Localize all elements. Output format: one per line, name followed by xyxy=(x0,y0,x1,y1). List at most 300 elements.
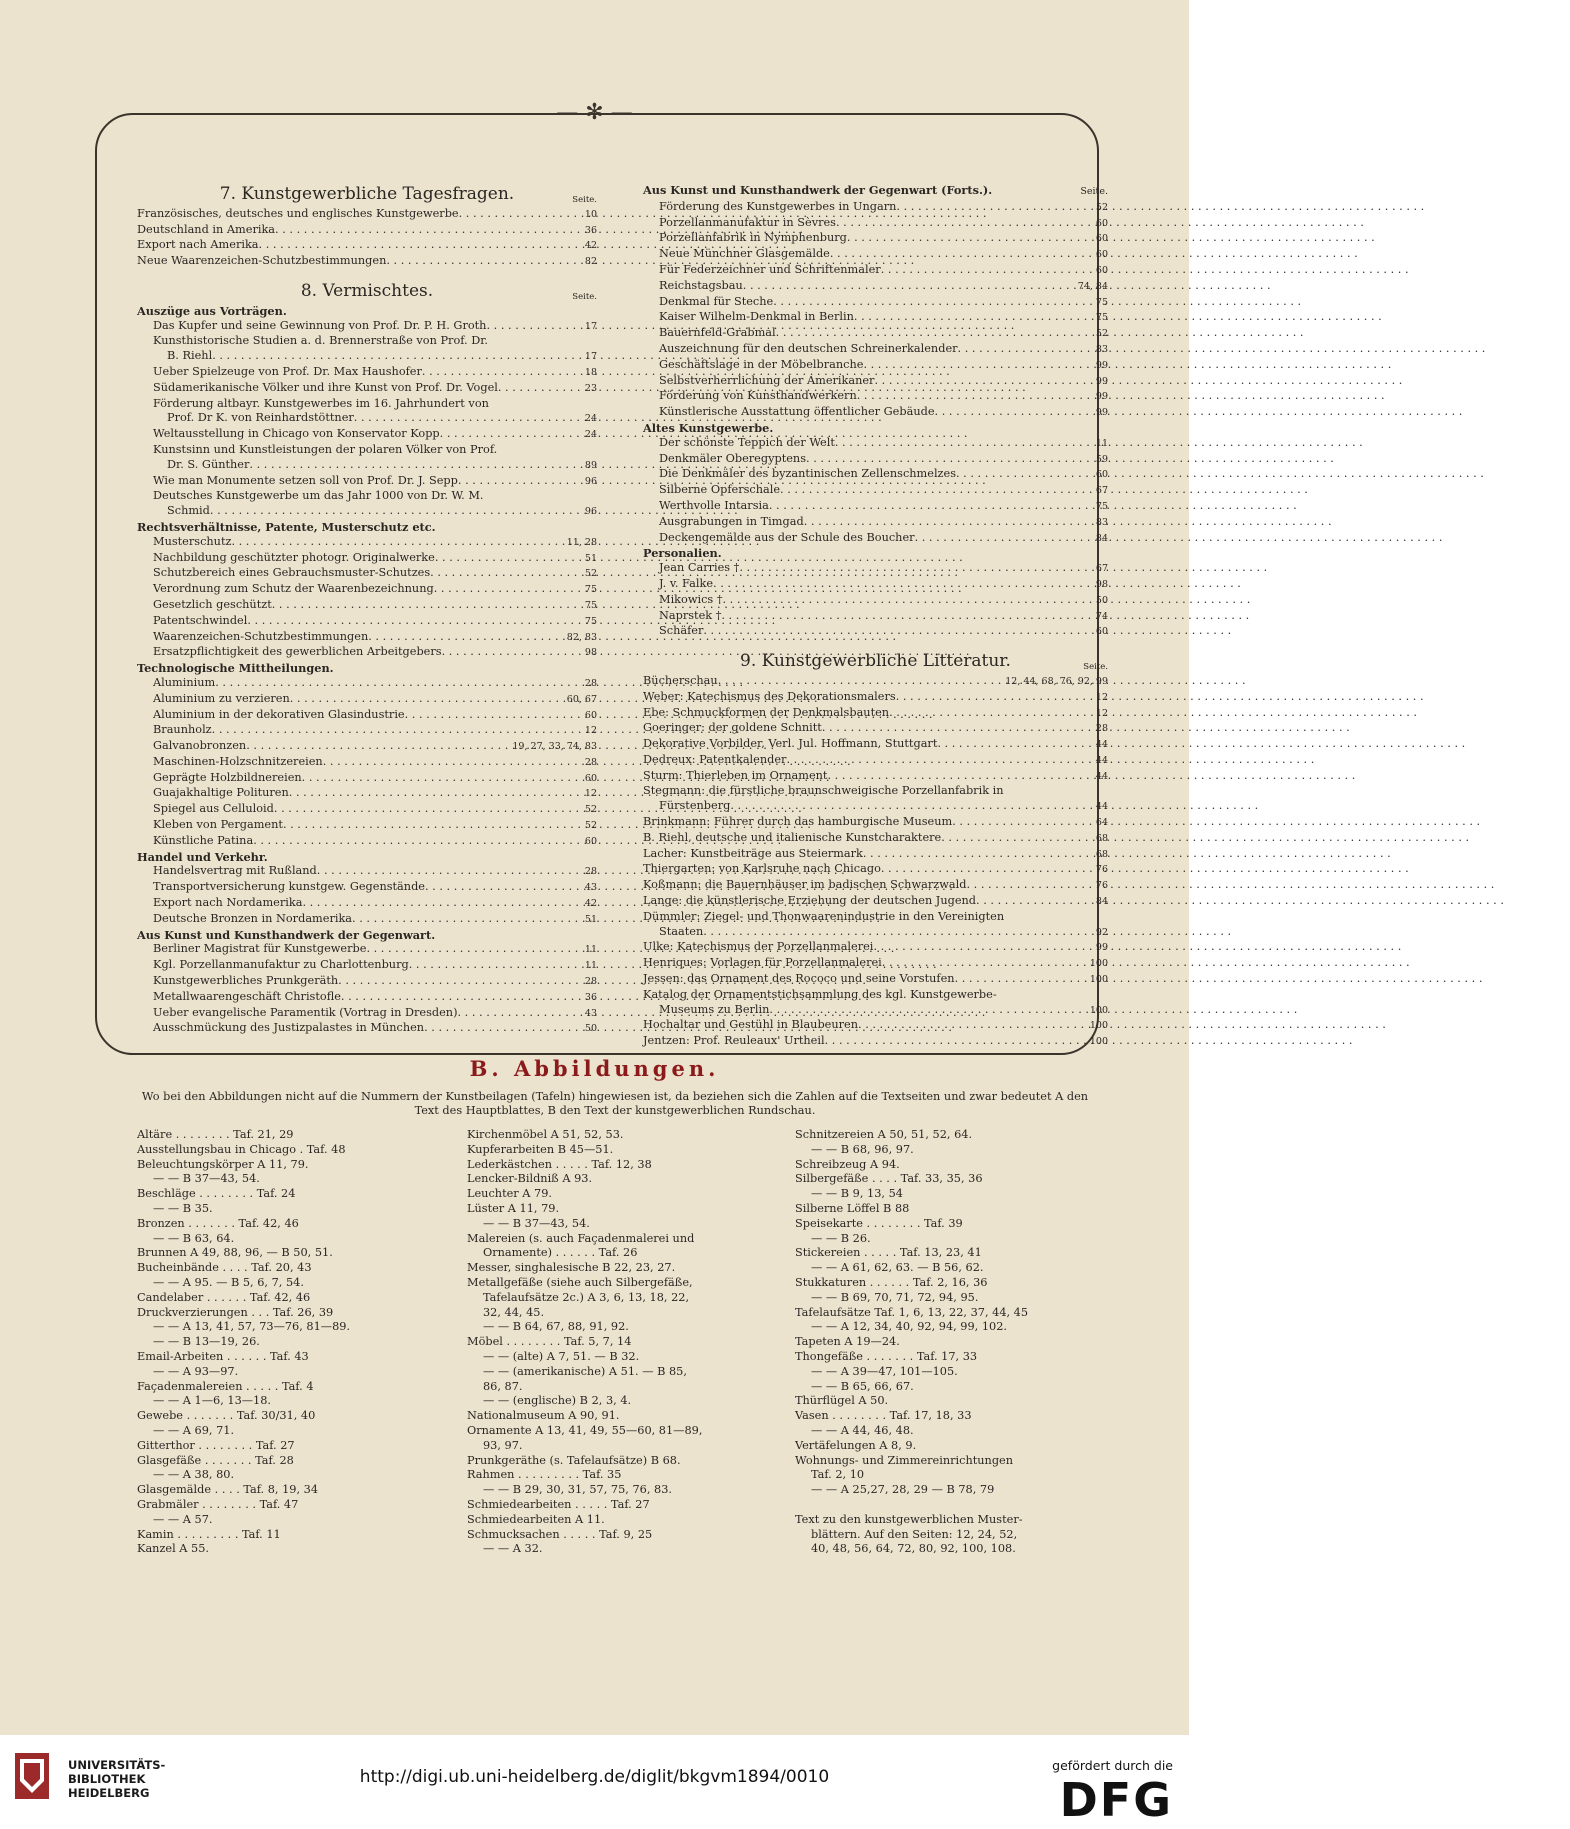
toc-entry xyxy=(137,692,597,708)
entry-title: Bauernfeld-Grabmal xyxy=(659,326,776,340)
toc-entry xyxy=(137,504,597,520)
toc-entry xyxy=(137,458,597,474)
page-numbers: 36 xyxy=(584,224,597,236)
entry-title: Handelsvertrag mit Rußland xyxy=(153,864,317,878)
entry-title: Metallwaarengeschäft Christofle xyxy=(153,989,341,1003)
dot-leader xyxy=(409,958,581,973)
page-numbers: 60 xyxy=(1095,217,1108,229)
toc-entry xyxy=(137,755,597,771)
index-entry: Thürflügel A 50. xyxy=(795,1394,889,1408)
entry-title: Jessen: das Ornament des Rococo und seine Vorstufen xyxy=(643,972,955,986)
index-entry: blättern. Auf den Seiten: 12, 24, 52, xyxy=(811,1527,1018,1541)
entry-title: Kunstsinn und Kunstleistungen der polaren Völker von Prof. xyxy=(153,442,498,456)
page-numbers: 60 xyxy=(584,709,597,721)
dot-leader xyxy=(434,582,581,597)
index-entry: Kamin . . . . . . . . . Taf. 11 xyxy=(137,1527,281,1541)
dot-leader xyxy=(435,551,581,566)
toc-entry xyxy=(137,365,597,381)
entry-title: Deutsche Bronzen in Nordamerika xyxy=(153,911,353,925)
index-entry: — — A 69, 71. xyxy=(153,1423,235,1437)
toc-entry xyxy=(643,279,1108,295)
entry-title: Deckengemälde aus der Schule des Boucher xyxy=(659,530,915,544)
entry-title: Geprägte Holzbildnereien xyxy=(153,770,302,784)
index-entry: — — A 93—97. xyxy=(153,1364,239,1378)
illustrations-column-3 xyxy=(795,1128,1095,1557)
toc-entry xyxy=(137,254,597,270)
entry-title: Waarenzeichen-Schutzbestimmungen xyxy=(153,629,369,643)
dot-leader xyxy=(283,818,581,833)
dot-leader xyxy=(730,799,1092,814)
page-numbers: 28 xyxy=(584,677,597,689)
page-numbers: 60 xyxy=(1095,249,1108,261)
index-entry: 32, 44, 45. xyxy=(483,1305,545,1319)
index-entry: Thongefäße . . . . . . . Taf. 17, 33 xyxy=(795,1349,978,1363)
index-entry: Glasgemälde . . . . Taf. 8, 19, 34 xyxy=(137,1483,319,1497)
toc-entry xyxy=(137,238,597,254)
toc-entry xyxy=(137,802,597,818)
dot-leader xyxy=(422,365,581,380)
page-numbers: 43 xyxy=(584,1007,597,1019)
page-numbers: 100 xyxy=(1089,1004,1108,1016)
index-entry: Wohnungs- und Zimmereinrichtungen xyxy=(795,1453,1014,1467)
index-entry: Silberne Löffel B 88 xyxy=(795,1201,910,1215)
toc-entry xyxy=(643,862,1108,878)
toc-entry xyxy=(643,769,1108,785)
dot-leader xyxy=(703,624,1092,639)
index-entry: Prunkgeräthe (s. Tafelaufsätze) B 68. xyxy=(467,1453,681,1467)
dot-leader xyxy=(952,815,1092,830)
page-numbers: 99 xyxy=(1095,942,1108,954)
toc-entry xyxy=(643,609,1108,625)
page-numbers: 44 xyxy=(1095,801,1108,813)
page-numbers: 24 xyxy=(584,413,597,425)
toc-entry xyxy=(643,1003,1108,1019)
toc-entry xyxy=(137,834,597,850)
page-numbers: 83 xyxy=(1095,516,1108,528)
dot-leader xyxy=(858,1018,1086,1033)
index-entry: Email-Arbeiten . . . . . . Taf. 43 xyxy=(137,1349,309,1363)
entry-title: Gesetzlich geschützt xyxy=(153,597,272,611)
entry-title: Spiegel aus Celluloid xyxy=(153,802,274,816)
section-heading xyxy=(643,651,1108,673)
section-heading xyxy=(137,184,597,205)
index-entry: 93, 97. xyxy=(483,1438,523,1452)
entry-title: Dedreux: Patentkalender xyxy=(643,752,787,766)
entry-title: Naprstek † xyxy=(659,608,722,622)
page-numbers: 75 xyxy=(1095,296,1108,308)
index-entry: — — B 64, 67, 88, 91, 92. xyxy=(483,1320,629,1334)
index-entry: Stukkaturen . . . . . . Taf. 2, 16, 36 xyxy=(795,1275,988,1289)
dot-leader xyxy=(458,474,581,489)
index-entry: Speisekarte . . . . . . . . Taf. 39 xyxy=(795,1216,963,1230)
index-entry: Candelaber . . . . . . Taf. 42, 46 xyxy=(137,1290,311,1304)
source-url[interactable]: http://digi.ub.uni-heidelberg.de/diglit/bkgvm1894/0010 xyxy=(359,1767,830,1787)
entry-title: Ausschmückung des Justizpalastes in München xyxy=(153,1021,425,1035)
page-numbers: 75 xyxy=(584,584,597,596)
toc-entry xyxy=(643,326,1108,342)
entry-title: Neue Münchner Glasgemälde xyxy=(659,247,830,261)
page-numbers: 100 xyxy=(1089,1020,1108,1032)
page-numbers: 100 xyxy=(1089,958,1108,970)
entry-title: J. v. Falke xyxy=(659,576,714,590)
index-entry: — — B 9, 13, 54 xyxy=(811,1187,903,1201)
toc-entry xyxy=(137,598,597,614)
index-entry: Grabmäler . . . . . . . . Taf. 47 xyxy=(137,1497,299,1511)
dot-leader xyxy=(718,674,1002,689)
page-numbers: 76 xyxy=(1095,880,1108,892)
dot-leader xyxy=(459,207,581,222)
toc-entry xyxy=(643,342,1108,358)
entry-title: Schutzbereich eines Gebrauchsmuster-Schutzes xyxy=(153,566,431,580)
toc-entry xyxy=(137,319,597,335)
dot-leader xyxy=(743,279,1074,294)
page-numbers: 43 xyxy=(584,882,597,894)
entry-title: Katalog der Ornamentstichsammlung des kgl. Kunstgewerbe- xyxy=(643,987,997,1001)
toc-entry xyxy=(643,389,1108,405)
entry-title: Das Kupfer und seine Gewinnung von Prof. Dr. P. H. Groth xyxy=(153,318,487,332)
page-numbers: 28 xyxy=(1095,723,1108,735)
index-entry: Schmucksachen . . . . . Taf. 9, 25 xyxy=(467,1527,653,1541)
index-entry: — — A 44, 46, 48. xyxy=(811,1423,914,1437)
entry-title: Musterschutz xyxy=(153,534,232,548)
index-entry: Tafelaufsätze Taf. 1, 6, 13, 22, 37, 44, 45 xyxy=(795,1305,1029,1319)
entry-title: Geschäftslage in der Möbelbranche xyxy=(659,357,864,371)
page-numbers: 84 xyxy=(1095,532,1108,544)
entry-title: Brinkmann: Führer durch das hamburgische Museum xyxy=(643,815,953,829)
entry-title: Ueber evangelische Paramentik (Vortrag in Dresden) xyxy=(153,1005,458,1019)
dot-leader xyxy=(210,504,581,519)
dot-leader xyxy=(863,847,1092,862)
entry-title: Förderung des Kunstgewerbes in Ungarn xyxy=(659,199,897,213)
index-entry: — — A 32. xyxy=(483,1542,543,1556)
index-entry: Möbel . . . . . . . . Taf. 5, 7, 14 xyxy=(467,1335,632,1349)
toc-entry xyxy=(137,489,597,504)
entry-title: Aluminium xyxy=(153,675,216,689)
entry-title: Guajakhaltige Polituren xyxy=(153,786,289,800)
group-heading: Altes Kunstgewerbe. xyxy=(643,420,774,435)
illustrations-column-2 xyxy=(467,1128,757,1557)
entry-title: Weber: Katechismus des Dekorationsmalers xyxy=(643,689,896,703)
index-entry: Schmiedearbeiten . . . . . Taf. 27 xyxy=(467,1497,650,1511)
dot-leader xyxy=(941,831,1092,846)
toc-entry xyxy=(643,721,1108,737)
index-entry: Vertäfelungen A 8, 9. xyxy=(795,1438,917,1452)
page-numbers: 99 xyxy=(1095,359,1108,371)
page-numbers: 11 xyxy=(584,960,597,972)
entry-title: Auszeichnung für den deutschen Schreinerkalender xyxy=(659,341,958,355)
page-numbers: 60 xyxy=(1095,264,1108,276)
index-entry xyxy=(795,1498,1095,1513)
toc-entry xyxy=(643,956,1108,972)
page-numbers: 52 xyxy=(584,804,597,816)
page-numbers: 28 xyxy=(584,866,597,878)
index-entry: Silbergefäße . . . . Taf. 33, 35, 36 xyxy=(795,1172,983,1186)
index-entry: Tapeten A 19—24. xyxy=(795,1335,900,1349)
entry-title: Nachbildung geschützter photogr. Originalwerke xyxy=(153,550,435,564)
page-numbers: 11 xyxy=(1095,437,1108,449)
index-entry: Lencker-Bildniß A 93. xyxy=(467,1172,593,1186)
toc-entry xyxy=(137,551,597,567)
page-numbers: 52 xyxy=(1095,328,1108,340)
entry-title: Dekorative Vorbilder, Verl. Jul. Hoffmann, Stuttgart xyxy=(643,737,938,751)
index-entry: — — B 13—19, 26. xyxy=(153,1335,260,1349)
dot-leader xyxy=(863,358,1091,373)
toc-entry xyxy=(643,452,1108,468)
dot-leader xyxy=(836,216,1092,231)
section-title: 8. Vermischtes. xyxy=(300,280,434,301)
entry-title: Förderung altbayr. Kunstgewerbes im 16. Jahrhundert von xyxy=(153,396,489,410)
toc-entry xyxy=(643,988,1108,1003)
toc-entry xyxy=(643,515,1108,531)
page-numbers: 17 xyxy=(584,320,597,332)
dot-leader xyxy=(386,254,581,269)
dot-leader xyxy=(323,755,581,770)
toc-entry xyxy=(643,483,1108,499)
entry-title: B. Riehl, deutsche und italienische Kunstcharaktere xyxy=(643,830,942,844)
index-entry: — — (alte) A 7, 51. — B 32. xyxy=(483,1349,640,1363)
page-numbers: 28 xyxy=(584,756,597,768)
index-entry: Lederkästchen . . . . . Taf. 12, 38 xyxy=(467,1157,652,1171)
toc-entry xyxy=(137,474,597,490)
page-numbers: 67 xyxy=(1095,563,1108,575)
toc-entry xyxy=(137,771,597,787)
dot-leader xyxy=(274,802,581,817)
group-heading: Aus Kunst und Kunsthandwerk der Gegenwart. xyxy=(137,927,436,942)
entry-title: Koßmann: die Bauernhäuser im badischen Schwarzwald xyxy=(643,878,967,892)
page-numbers: 52 xyxy=(584,568,597,580)
dot-leader xyxy=(873,940,1091,955)
index-entry: — — B 37—43, 54. xyxy=(153,1172,260,1186)
dot-leader xyxy=(854,310,1092,325)
entry-title: Kaiser Wilhelm-Denkmal in Berlin xyxy=(659,310,854,324)
entry-title: Museums zu Berlin xyxy=(659,1002,770,1016)
page-numbers: 89 xyxy=(584,459,597,471)
index-entry: — — B 68, 96, 97. xyxy=(811,1142,914,1156)
toc-entry xyxy=(137,443,597,458)
index-entry: — — A 25,27, 28, 29 — B 78, 79 xyxy=(811,1483,995,1497)
index-entry: Kirchenmöbel A 51, 52, 53. xyxy=(467,1128,624,1141)
dot-leader xyxy=(425,880,581,895)
toc-entry xyxy=(643,1034,1108,1050)
dot-leader xyxy=(881,862,1092,877)
page-column-label: Seite. xyxy=(572,195,597,205)
dot-leader xyxy=(442,645,581,660)
page-numbers: 12, 44, 68, 76, 92, 99 xyxy=(1005,675,1108,687)
toc-entry xyxy=(643,577,1108,593)
index-entry: Gewebe . . . . . . . Taf. 30/31, 40 xyxy=(137,1409,316,1423)
toc-entry xyxy=(643,940,1108,956)
toc-entry xyxy=(643,878,1108,894)
group-heading xyxy=(643,183,1108,200)
entry-title: Selbstverherrlichung der Amerikaner xyxy=(659,373,875,387)
index-entry: Bronzen . . . . . . . Taf. 42, 46 xyxy=(137,1216,299,1230)
dot-leader xyxy=(935,405,1092,420)
entry-title: Aluminium zu verzieren xyxy=(153,691,290,705)
entry-title: Braunholz xyxy=(153,723,212,737)
index-entry: Malereien (s. auch Façadenmalerei und xyxy=(467,1231,695,1245)
page-numbers: 60 xyxy=(1095,233,1108,245)
dot-leader xyxy=(368,630,563,645)
page-numbers: 10 xyxy=(584,208,597,220)
entry-title: Denkmäler Oberegyptens xyxy=(659,451,807,465)
toc-entry xyxy=(137,676,597,692)
index-entry: — — A 61, 62, 63. — B 56, 62. xyxy=(811,1261,984,1275)
entry-title: Export nach Amerika xyxy=(137,238,259,252)
entry-title: Deutsches Kunstgewerbe um das Jahr 1000 von Dr. W. M. xyxy=(153,489,484,503)
group-heading-text: Aus Kunst und Kunsthandwerk der Gegenwart (Forts.). xyxy=(643,183,993,197)
entry-title: Patentschwindel xyxy=(153,613,248,627)
dot-leader xyxy=(246,739,508,754)
index-entry: Altäre . . . . . . . . Taf. 21, 29 xyxy=(137,1128,294,1141)
index-entry: Rahmen . . . . . . . . . Taf. 35 xyxy=(467,1468,622,1482)
toc-entry xyxy=(643,910,1108,925)
entry-title: Export nach Nordamerika xyxy=(153,896,303,910)
page-numbers: 75 xyxy=(584,599,597,611)
dot-leader xyxy=(352,912,581,927)
index-entry: — — A 38, 80. xyxy=(153,1468,235,1482)
page-numbers: 75 xyxy=(584,615,597,627)
dot-leader xyxy=(882,956,1086,971)
page-numbers: 100 xyxy=(1089,1036,1108,1048)
toc-entry xyxy=(643,690,1108,706)
index-entry: — — B 26. xyxy=(811,1231,871,1245)
toc-entry xyxy=(137,349,597,365)
entry-title: Kleben von Pergament xyxy=(153,818,283,832)
index-entry: Beschläge . . . . . . . . Taf. 24 xyxy=(137,1187,296,1201)
toc-entry xyxy=(643,706,1108,722)
page-numbers: 23 xyxy=(584,382,597,394)
dot-leader xyxy=(354,411,581,426)
section-title: 9. Kunstgewerbliche Litteratur. xyxy=(740,651,1011,672)
entry-title: Kunsthistorische Studien a. d. Brennerstraße von Prof. Dr. xyxy=(153,334,489,348)
page-numbers: 60 xyxy=(584,835,597,847)
toc-entry xyxy=(137,896,597,912)
page-numbers: 11, 28 xyxy=(566,536,597,548)
page-numbers: 82 xyxy=(584,256,597,268)
entry-title: Porzellanmanufaktur in Sèvres xyxy=(659,215,836,229)
dot-leader xyxy=(424,1021,581,1036)
page-numbers: 92 xyxy=(1095,926,1108,938)
index-entry: Ausstellungsbau in Chicago . Taf. 48 xyxy=(137,1142,346,1156)
dot-leader xyxy=(405,708,581,723)
toc-entry xyxy=(137,864,597,880)
page-numbers: 98 xyxy=(1095,578,1108,590)
page-numbers: 100 xyxy=(1089,974,1108,986)
page-numbers: 75 xyxy=(1095,500,1108,512)
entry-title: Jean Carries † xyxy=(659,561,740,575)
dot-leader xyxy=(881,263,1092,278)
section-b-intro: Wo bei den Abbildungen nicht auf die Nummern der Kunstbeilagen (Tafeln) hingewiesen ist, da beziehen sich die Zahlen auf die Textseiten und zwar bedeutet A den Text des Hauptblattes, B den Text der kunstgewerblichen Rundschau. xyxy=(141,1090,1089,1117)
index-entry: Kanzel A 55. xyxy=(137,1542,210,1556)
toc-entry xyxy=(137,818,597,834)
index-entry: Schmiedearbeiten A 11. xyxy=(467,1512,605,1526)
index-entry: Lüster A 11, 79. xyxy=(467,1201,560,1215)
dot-leader xyxy=(786,753,1091,768)
dot-leader xyxy=(830,247,1092,262)
dot-leader xyxy=(703,925,1092,940)
index-entry: Tafelaufsätze 2c.) A 3, 6, 13, 18, 22, xyxy=(483,1290,690,1304)
index-entry: — — A 12, 34, 40, 92, 94, 99, 102. xyxy=(811,1320,1008,1334)
entry-title: Galvanobronzen xyxy=(153,739,247,753)
dot-leader xyxy=(827,769,1091,784)
entry-title: Kgl. Porzellanmanufaktur zu Charlottenburg xyxy=(153,958,409,972)
dot-leader xyxy=(769,499,1092,514)
dot-leader xyxy=(430,566,581,581)
toc-entry xyxy=(643,200,1108,216)
index-entry: Metallgefäße (siehe auch Silbergefäße, xyxy=(467,1275,693,1289)
page-numbers: 44 xyxy=(1095,754,1108,766)
dot-leader xyxy=(889,706,1092,721)
index-entry: Gitterthor . . . . . . . . Taf. 27 xyxy=(137,1438,295,1452)
index-entry: Glasgefäße . . . . . . . Taf. 28 xyxy=(137,1453,294,1467)
toc-entry xyxy=(643,231,1108,247)
section-heading xyxy=(137,280,597,302)
toc-entry xyxy=(137,723,597,739)
entry-title: Fürstenberg xyxy=(659,799,731,813)
entry-title: Transportversicherung kunstgew. Gegenstände xyxy=(153,880,425,894)
toc-right-column xyxy=(643,183,1108,1050)
entry-title: Künstlerische Ausstattung öffentlicher Gebäude xyxy=(659,405,935,419)
page-column-label: Seite. xyxy=(1083,662,1108,673)
dot-leader xyxy=(249,458,581,473)
index-entry: Text zu den kunstgewerblichen Muster- xyxy=(795,1512,1023,1526)
toc-entry xyxy=(137,582,597,598)
toc-entry xyxy=(137,942,597,958)
index-entry: — — B 69, 70, 71, 72, 94, 95. xyxy=(811,1290,979,1304)
page-numbers: 51 xyxy=(584,552,597,564)
dot-leader xyxy=(976,894,1092,909)
index-entry: Façadenmalereien . . . . . Taf. 4 xyxy=(137,1379,314,1393)
index-entry: Schnitzereien A 50, 51, 52, 64. xyxy=(795,1128,973,1141)
dot-leader xyxy=(896,690,1092,705)
entry-title: Lacher: Kunstbeiträge aus Steiermark xyxy=(643,846,863,860)
index-entry: Nationalmuseum A 90, 91. xyxy=(467,1409,620,1423)
dot-leader xyxy=(302,896,580,911)
toc-entry xyxy=(137,427,597,443)
page-numbers: 59 xyxy=(1095,453,1108,465)
index-entry: Druckverzierungen . . . Taf. 26, 39 xyxy=(137,1305,334,1319)
dot-leader xyxy=(366,942,580,957)
entry-title: Lange: die künstlerische Erziehung der deutschen Jugend xyxy=(643,894,977,908)
page-numbers: 74 xyxy=(1095,610,1108,622)
page-numbers: 60 xyxy=(584,772,597,784)
group-heading: Handel und Verkehr. xyxy=(137,849,268,864)
section-b-heading: B. Abbildungen. xyxy=(469,1056,720,1081)
entry-title: Neue Waarenzeichen-Schutzbestimmungen xyxy=(137,254,387,268)
toc-entry xyxy=(643,436,1108,452)
entry-title: Dümmler: Ziegel- und Thonwaarenindustrie in den Vereinigten xyxy=(643,909,1005,923)
entry-title: Ersatzpflichtigkeit des gewerblichen Arbeitgebers xyxy=(153,645,442,659)
page-numbers: 83 xyxy=(1095,343,1108,355)
index-entry: — — (amerikanische) A 51. — B 85, xyxy=(483,1364,687,1378)
dot-leader xyxy=(498,381,581,396)
toc-entry xyxy=(137,397,597,412)
entry-title: Porzellanfabrik in Nymphenburg xyxy=(659,231,847,245)
dot-leader xyxy=(289,786,581,801)
page-numbers: 60 xyxy=(1095,626,1108,638)
index-entry: Taf. 2, 10 xyxy=(811,1468,865,1482)
dot-leader xyxy=(486,319,580,334)
page-numbers: 44 xyxy=(1095,739,1108,751)
dot-leader xyxy=(440,427,581,442)
toc-entry xyxy=(643,972,1108,988)
toc-entry xyxy=(643,263,1108,279)
dot-leader xyxy=(212,349,581,364)
dot-leader xyxy=(915,531,1092,546)
dot-leader xyxy=(231,535,562,550)
toc-entry xyxy=(643,1018,1108,1034)
toc-entry xyxy=(137,334,597,349)
